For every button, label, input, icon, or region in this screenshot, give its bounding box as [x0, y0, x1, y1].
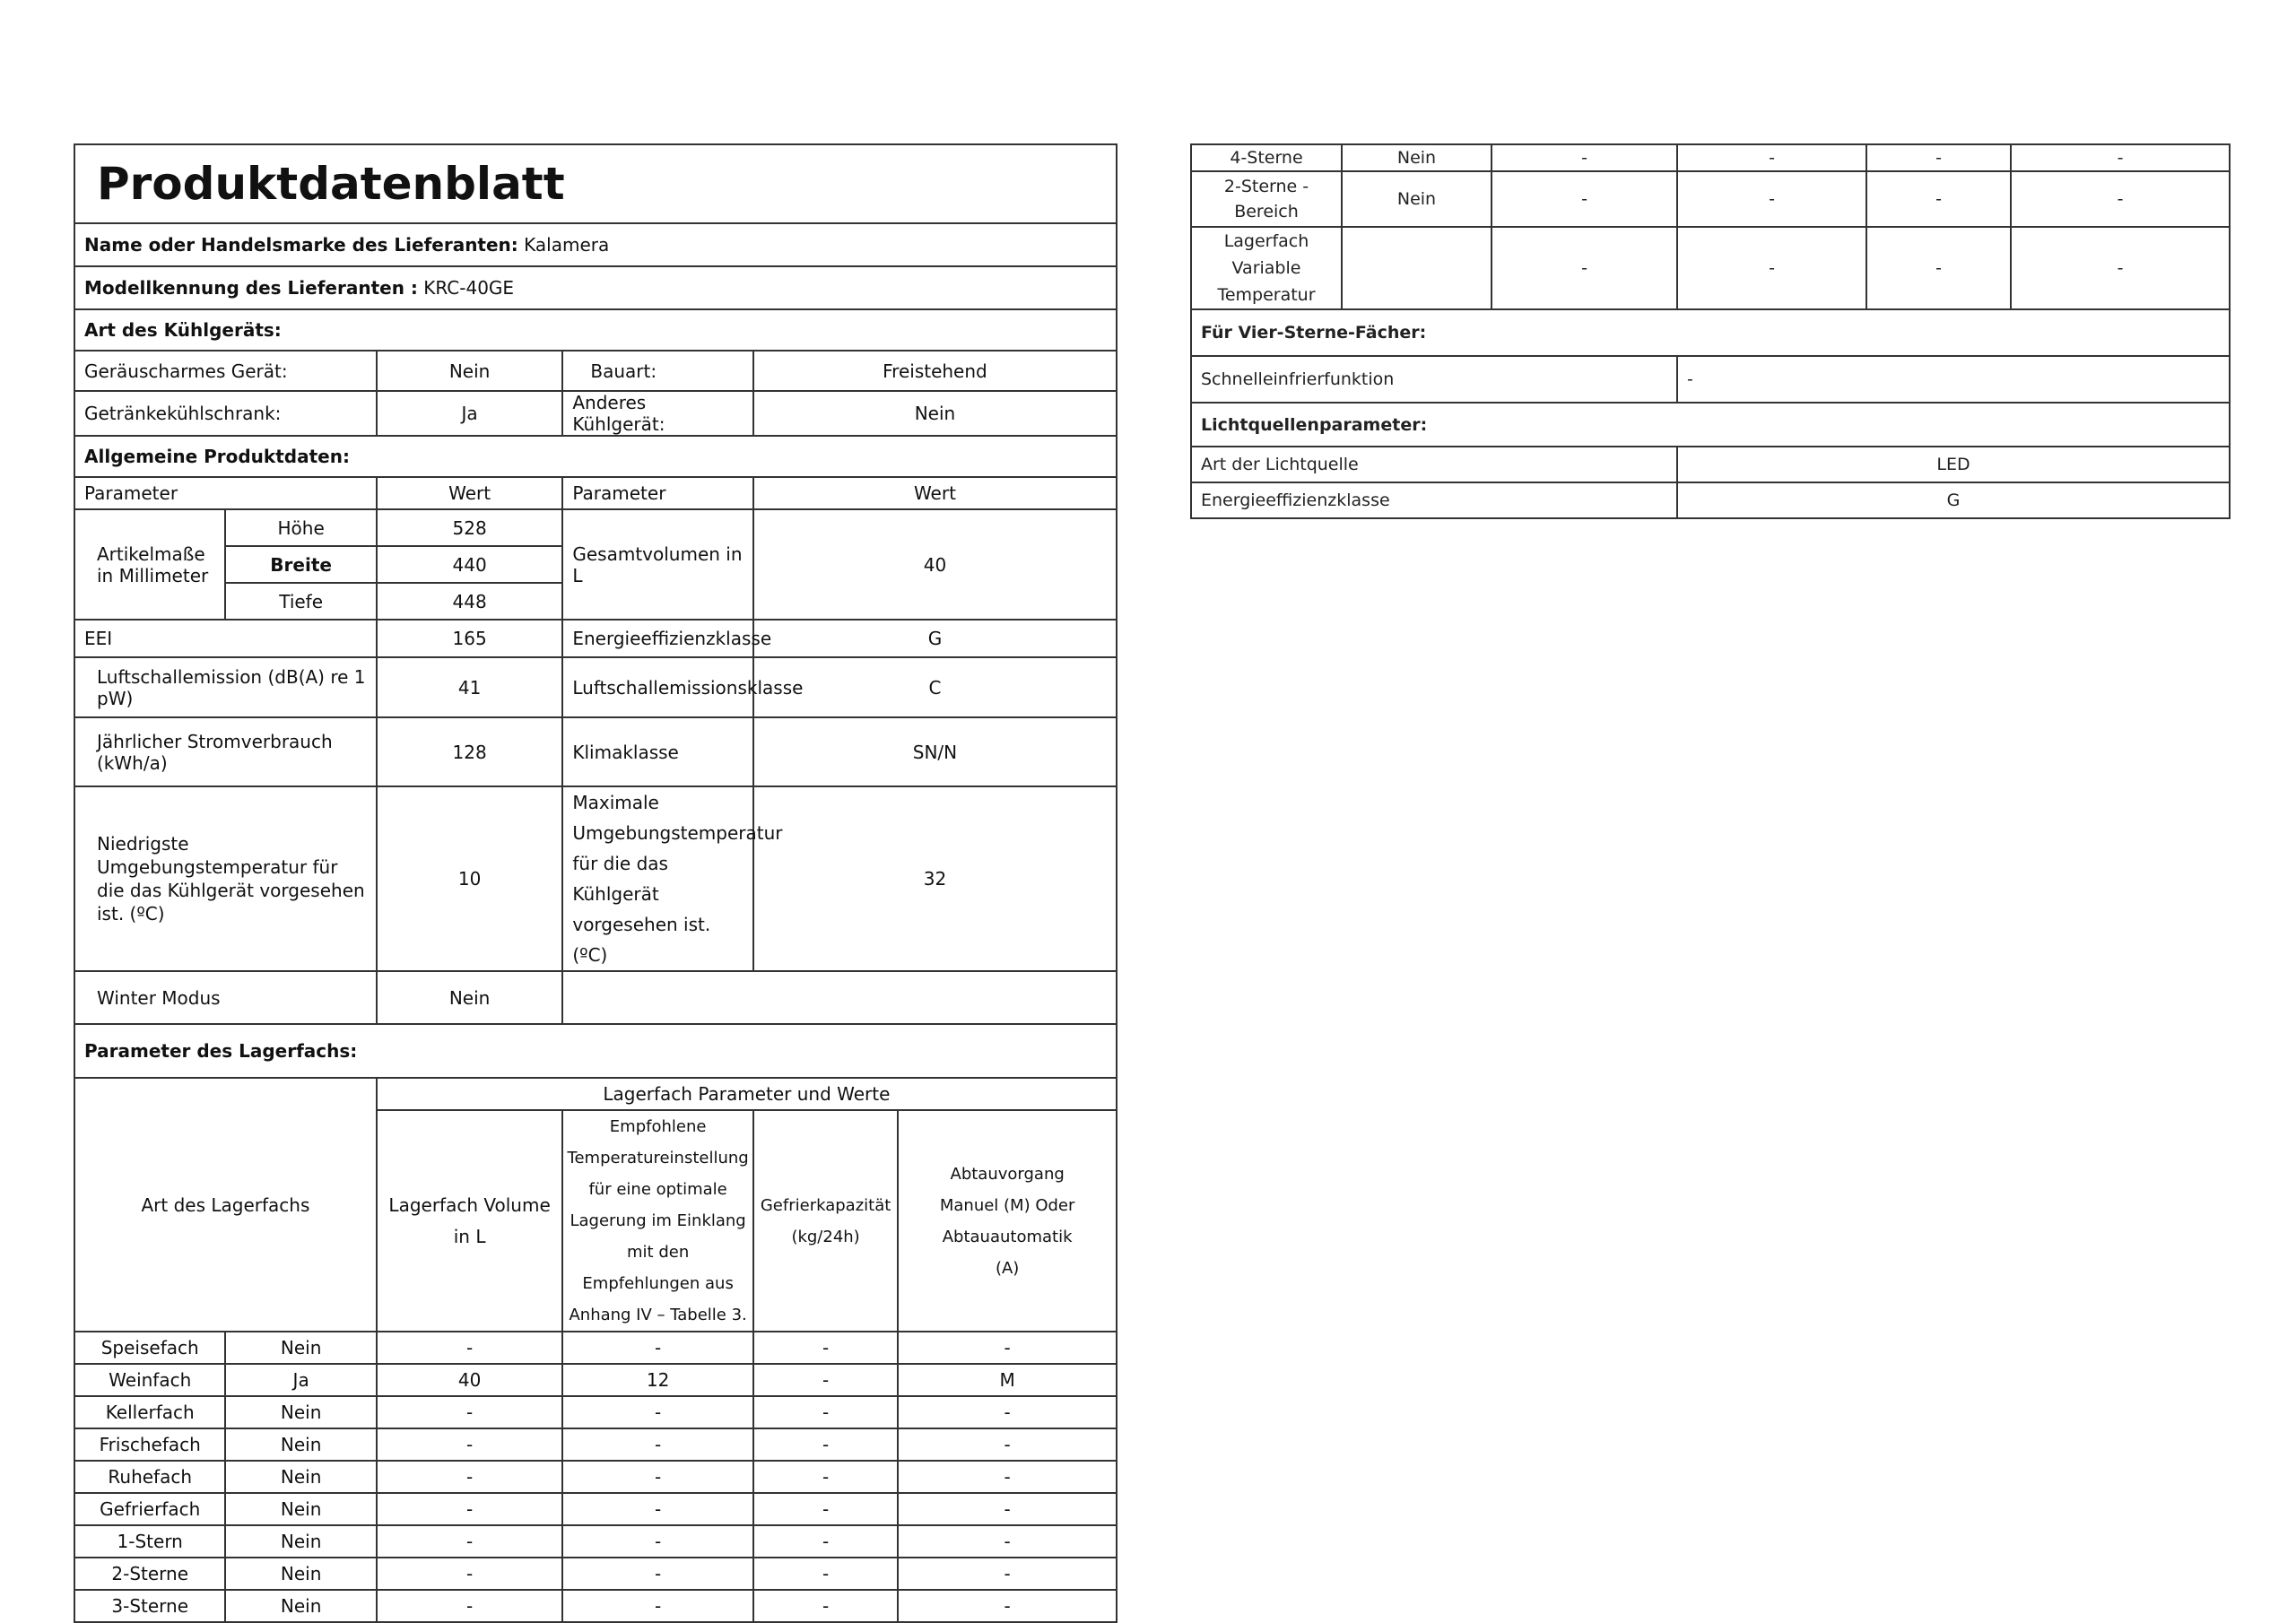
light-type-value: LED	[1677, 447, 2230, 482]
storage-present: Nein	[225, 1396, 376, 1428]
col-header-defrost: Abtauvorgang Manuel (M) Oder Abtauautomatik (A)	[898, 1110, 1117, 1332]
col-header-value: Wert	[377, 477, 563, 509]
storage-volume: -	[377, 1590, 563, 1622]
storage-name: 2-Sterne - Bereich	[1191, 171, 1342, 227]
dimension-name: Breite	[225, 546, 376, 583]
storage-present: Nein	[225, 1525, 376, 1558]
supplier-row	[74, 223, 1117, 266]
winter-mode-value: Nein	[377, 971, 563, 1024]
param-value: 165	[377, 620, 563, 657]
storage-defrost: -	[898, 1525, 1117, 1558]
storage-name: Frischefach	[74, 1428, 225, 1461]
storage-defrost: -	[898, 1558, 1117, 1590]
param-value: SN/N	[753, 717, 1117, 786]
storage-freeze: -	[753, 1493, 898, 1525]
storage-defrost: -	[898, 1332, 1117, 1364]
storage-defrost: -	[2011, 144, 2230, 171]
storage-present: Nein	[225, 1332, 376, 1364]
storage-temp: -	[562, 1525, 753, 1558]
type-label: Getränkekühlschrank:	[74, 391, 377, 436]
param-label: EEI	[74, 620, 377, 657]
param-label: Maximale Umgebungstemperatur für die das Kühlgerät vorgesehen ist. (ºC)	[562, 786, 753, 971]
storage-name: Kellerfach	[74, 1396, 225, 1428]
storage-freeze: -	[753, 1590, 898, 1622]
storage-temp: -	[562, 1493, 753, 1525]
storage-volume: 40	[377, 1364, 563, 1396]
storage-volume: -	[377, 1396, 563, 1428]
page-title: Produktdatenblatt	[74, 144, 1117, 223]
dimension-value: 528	[377, 509, 563, 546]
dimension-name: Höhe	[225, 509, 376, 546]
storage-name: 4-Sterne	[1191, 144, 1342, 171]
type-label: Bauart:	[562, 351, 753, 391]
param-label: Energieeffizienzklasse	[562, 620, 753, 657]
storage-group-header: Lagerfach Parameter und Werte	[377, 1078, 1117, 1110]
type-value: Freistehend	[753, 351, 1117, 391]
supplier-value: Kalamera	[524, 234, 610, 256]
storage-name: Weinfach	[74, 1364, 225, 1396]
storage-freeze: -	[753, 1461, 898, 1493]
dimensions-label: Artikelmaße in Millimeter	[74, 509, 225, 620]
param-value: C	[753, 657, 1117, 717]
storage-temp: -	[562, 1461, 753, 1493]
storage-temp: -	[1677, 227, 1866, 309]
supplier-label: Name oder Handelsmarke des Lieferanten:	[84, 234, 518, 256]
storage-volume: -	[1492, 171, 1677, 227]
storage-volume: -	[377, 1428, 563, 1461]
storage-present: Nein	[1342, 171, 1492, 227]
col-header-volume: Lagerfach Volume in L	[377, 1110, 563, 1332]
type-label: Anderes Kühlgerät:	[562, 391, 753, 436]
dimension-value: 448	[377, 583, 563, 620]
type-label: Geräuscharmes Gerät:	[74, 351, 377, 391]
light-class-value: G	[1677, 482, 2230, 518]
storage-freeze: -	[1866, 227, 2011, 309]
col-header-parameter: Parameter	[74, 477, 377, 509]
storage-defrost: -	[898, 1428, 1117, 1461]
storage-temp: 12	[562, 1364, 753, 1396]
param-label: Jährlicher Stromverbrauch (kWh/a)	[74, 717, 377, 786]
type-value: Nein	[377, 351, 563, 391]
winter-mode-label: Winter Modus	[74, 971, 377, 1024]
storage-section-heading: Parameter des Lagerfachs:	[74, 1024, 1117, 1078]
storage-present: Nein	[225, 1461, 376, 1493]
storage-defrost: -	[898, 1461, 1117, 1493]
dimension-name: Tiefe	[225, 583, 376, 620]
dimension-value: 440	[377, 546, 563, 583]
param-value: 41	[377, 657, 563, 717]
storage-defrost: -	[898, 1396, 1117, 1428]
total-volume-value: 40	[753, 509, 1117, 620]
storage-name: 1-Stern	[74, 1525, 225, 1558]
storage-defrost: -	[2011, 227, 2230, 309]
storage-volume: -	[377, 1332, 563, 1364]
storage-freeze: -	[1866, 144, 2011, 171]
param-value: 10	[377, 786, 563, 971]
general-section-heading: Allgemeine Produktdaten:	[74, 436, 1117, 477]
storage-temp: -	[562, 1558, 753, 1590]
col-header-temperature: Empfohlene Temperatureinstellung für eine optimale Lagerung im Einklang mit den Empfehlungen aus Anhang IV – Tabelle 3.	[562, 1110, 753, 1332]
storage-freeze: -	[753, 1558, 898, 1590]
storage-name: 3-Sterne	[74, 1590, 225, 1622]
storage-name: Lagerfach Variable Temperatur	[1191, 227, 1342, 309]
storage-type-header: Art des Lagerfachs	[74, 1078, 377, 1332]
param-label: Niedrigste Umgebungstemperatur für die das Kühlgerät vorgesehen ist. (ºC)	[74, 786, 377, 971]
param-value: G	[753, 620, 1117, 657]
light-source-heading: Lichtquellenparameter:	[1191, 403, 2230, 447]
light-class-label: Energieeffizienzklasse	[1191, 482, 1677, 518]
param-label: Luftschallemission (dB(A) re 1 pW)	[74, 657, 377, 717]
four-star-heading: Für Vier-Sterne-Fächer:	[1191, 309, 2230, 356]
storage-name: Ruhefach	[74, 1461, 225, 1493]
storage-freeze: -	[753, 1525, 898, 1558]
storage-defrost: -	[898, 1493, 1117, 1525]
storage-defrost: M	[898, 1364, 1117, 1396]
storage-freeze: -	[753, 1428, 898, 1461]
storage-volume: -	[377, 1558, 563, 1590]
storage-freeze: -	[753, 1396, 898, 1428]
type-value: Ja	[377, 391, 563, 436]
storage-volume: -	[1492, 227, 1677, 309]
param-label: Klimaklasse	[562, 717, 753, 786]
storage-name: Speisefach	[74, 1332, 225, 1364]
model-row	[74, 266, 1117, 309]
storage-name: 2-Sterne	[74, 1558, 225, 1590]
storage-temp: -	[562, 1428, 753, 1461]
storage-freeze: -	[753, 1332, 898, 1364]
model-label: Modellkennung des Lieferanten :	[84, 277, 418, 299]
empty-cell	[562, 971, 1117, 1024]
param-value: 128	[377, 717, 563, 786]
storage-temp: -	[562, 1590, 753, 1622]
storage-present: Ja	[225, 1364, 376, 1396]
col-header-parameter: Parameter	[562, 477, 753, 509]
storage-defrost: -	[2011, 171, 2230, 227]
storage-volume: -	[377, 1525, 563, 1558]
param-value: 32	[753, 786, 1117, 971]
light-type-label: Art der Lichtquelle	[1191, 447, 1677, 482]
storage-present	[1342, 227, 1492, 309]
storage-defrost: -	[898, 1590, 1117, 1622]
storage-present: Nein	[225, 1590, 376, 1622]
storage-temp: -	[562, 1332, 753, 1364]
param-label: Luftschallemissionsklasse	[562, 657, 753, 717]
storage-present: Nein	[1342, 144, 1492, 171]
product-datasheet-table	[74, 143, 1118, 1623]
type-section-heading: Art des Kühlgeräts:	[74, 309, 1117, 351]
storage-present: Nein	[225, 1428, 376, 1461]
model-value: KRC-40GE	[423, 277, 515, 299]
storage-temp: -	[1677, 144, 1866, 171]
storage-freeze: -	[753, 1364, 898, 1396]
storage-temp: -	[562, 1396, 753, 1428]
type-value: Nein	[753, 391, 1117, 436]
col-header-value: Wert	[753, 477, 1117, 509]
storage-name: Gefrierfach	[74, 1493, 225, 1525]
quick-freeze-value: -	[1677, 356, 2230, 403]
quick-freeze-label: Schnelleinfrierfunktion	[1191, 356, 1677, 403]
storage-present: Nein	[225, 1493, 376, 1525]
storage-volume: -	[377, 1493, 563, 1525]
total-volume-label: Gesamtvolumen in L	[562, 509, 753, 620]
storage-volume: -	[1492, 144, 1677, 171]
storage-present: Nein	[225, 1558, 376, 1590]
datasheet-continuation-table	[1190, 143, 2231, 519]
col-header-freeze-capacity: Gefrierkapazität (kg/24h)	[753, 1110, 898, 1332]
storage-volume: -	[377, 1461, 563, 1493]
storage-freeze: -	[1866, 171, 2011, 227]
storage-temp: -	[1677, 171, 1866, 227]
